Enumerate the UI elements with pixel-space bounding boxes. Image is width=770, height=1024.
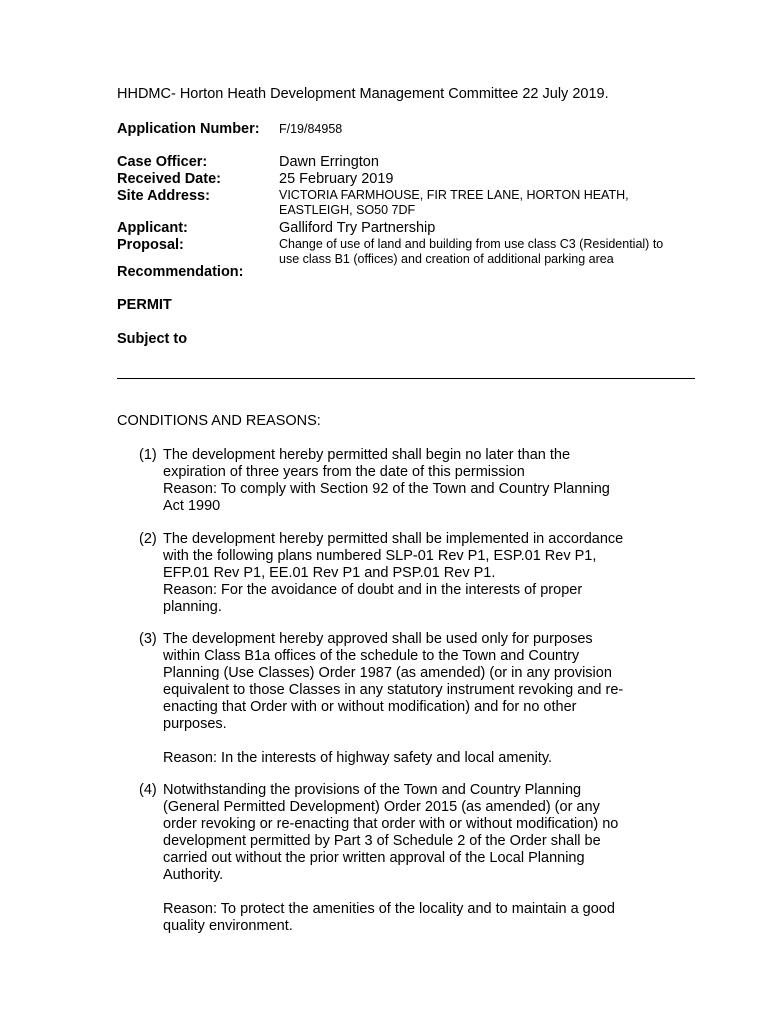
- condition-line: within Class B1a offices of the schedule to the Town and Country: [163, 648, 580, 664]
- application-number-label: Application Number:: [117, 121, 260, 137]
- condition-line: The development hereby permitted shall be implemented in accordance: [163, 531, 624, 547]
- page-title: HHDMC- Horton Heath Development Management Committee 22 July 2019.: [117, 86, 609, 102]
- proposal-line: use class B1 (offices) and creation of additional parking area: [279, 252, 614, 266]
- site-address-value: [279, 188, 707, 218]
- condition-line: The development hereby approved shall be used only for purposes: [163, 631, 593, 647]
- condition-line: development permitted by Part 3 of Schedule 2 of the Order shall be: [163, 833, 601, 849]
- condition-line: Act 1990: [163, 498, 221, 514]
- condition-body: [163, 447, 699, 515]
- condition-line: expiration of three years from the date of this permission: [163, 464, 525, 480]
- proposal-label: Proposal:: [117, 237, 184, 253]
- condition-number: (1): [139, 447, 157, 463]
- proposal-value: [279, 237, 707, 267]
- condition-line: planning.: [163, 599, 222, 615]
- condition-line: carried out without the prior written approval of the Local Planning: [163, 850, 585, 866]
- applicant-row: [117, 220, 707, 237]
- proposal-row: [117, 237, 707, 267]
- condition-item: [139, 631, 699, 767]
- subject-to-text: Subject to: [117, 331, 188, 347]
- condition-line: Reason: To comply with Section 92 of the Town and Country Planning: [163, 481, 610, 497]
- condition-line: purposes.: [163, 716, 227, 732]
- decision-text: PERMIT: [117, 297, 172, 313]
- condition-body: [163, 782, 699, 935]
- applicant-label: Applicant:: [117, 220, 188, 236]
- recommendation-label: Recommendation:: [117, 264, 244, 280]
- condition-number: (3): [139, 631, 157, 647]
- condition-line: equivalent to those Classes in any statutory instrument revoking and re-: [163, 682, 624, 698]
- condition-line: (General Permitted Development) Order 2015 (as amended) (or any: [163, 799, 600, 815]
- site-address-row: [117, 188, 707, 220]
- condition-reason: Reason: In the interests of highway safety and local amenity.: [163, 750, 553, 766]
- received-date-row: [117, 171, 707, 188]
- application-details: [117, 121, 707, 267]
- condition-number: (4): [139, 782, 157, 798]
- condition-line: The development hereby permitted shall begin no later than the: [163, 447, 571, 463]
- condition-line: Notwithstanding the provisions of the Town and Country Planning: [163, 782, 582, 798]
- application-number-row: [117, 121, 707, 154]
- site-address-line: VICTORIA FARMHOUSE, FIR TREE LANE, HORTON HEATH,: [279, 188, 629, 202]
- condition-body: [163, 531, 699, 616]
- condition-item: [139, 447, 699, 515]
- applicant-value: Galliford Try Partnership: [279, 220, 436, 236]
- condition-line: Authority.: [163, 867, 224, 883]
- condition-item: [139, 531, 699, 616]
- received-date-value: 25 February 2019: [279, 171, 394, 187]
- proposal-line: Change of use of land and building from use class C3 (Residential) to: [279, 237, 664, 251]
- case-officer-row: [117, 154, 707, 171]
- condition-line: order revoking or re-enacting that order with or without modification) no: [163, 816, 619, 832]
- site-address-line: EASTLEIGH, SO50 7DF: [279, 203, 416, 217]
- condition-reason: Reason: To protect the amenities of the locality and to maintain a good: [163, 901, 615, 917]
- site-address-label: Site Address:: [117, 188, 210, 204]
- application-number-value: F/19/84958: [279, 122, 343, 136]
- divider: [117, 378, 695, 379]
- condition-line: Reason: For the avoidance of doubt and in the interests of proper: [163, 582, 583, 598]
- condition-item: [139, 782, 699, 935]
- condition-line: EFP.01 Rev P1, EE.01 Rev P1 and PSP.01 Rev P1.: [163, 565, 496, 581]
- condition-line: with the following plans numbered SLP-01 Rev P1, ESP.01 Rev P1,: [163, 548, 597, 564]
- conditions-heading: CONDITIONS AND REASONS:: [117, 413, 321, 429]
- received-date-label: Received Date:: [117, 171, 221, 187]
- condition-number: (2): [139, 531, 157, 547]
- case-officer-label: Case Officer:: [117, 154, 208, 170]
- case-officer-value: Dawn Errington: [279, 154, 379, 170]
- condition-body: [163, 631, 699, 767]
- condition-line: enacting that Order with or without modification) and for no other: [163, 699, 577, 715]
- condition-line: Planning (Use Classes) Order 1987 (as amended) (or in any provision: [163, 665, 612, 681]
- condition-reason: quality environment.: [163, 918, 293, 934]
